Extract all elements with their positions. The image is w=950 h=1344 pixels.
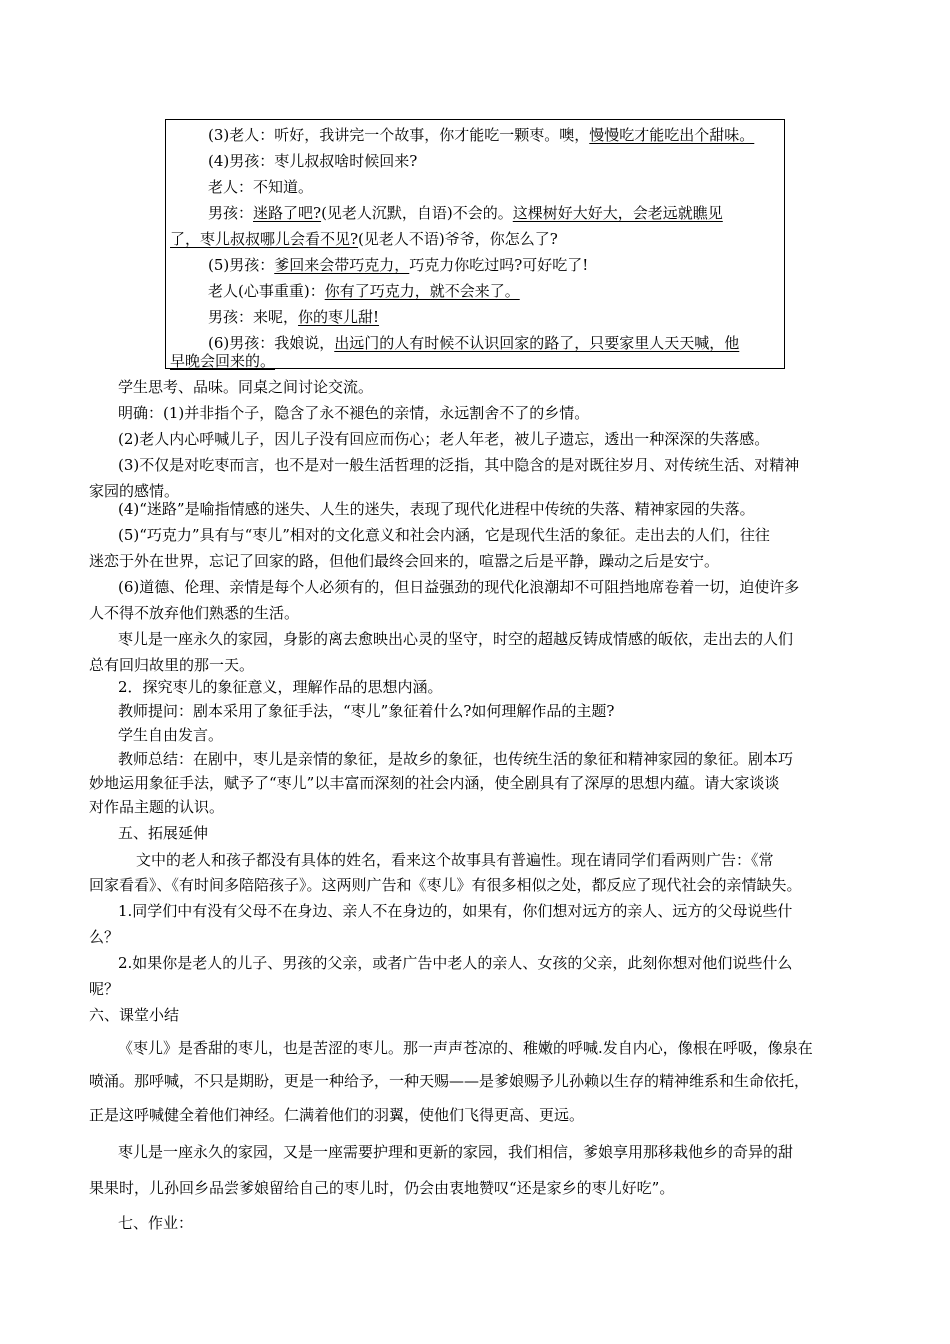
body-line: 文中的老人和孩子都没有具体的姓名，看来这个故事具有普遍性。现在请同学们看两则广告：《常 — [136, 851, 774, 869]
body-line: 学生自由发言。 — [118, 726, 224, 744]
box-line — [208, 203, 723, 223]
box-line — [208, 307, 379, 327]
box-line — [170, 229, 558, 249]
body-line: 学生思考、品味。同桌之间讨论交流。 — [118, 378, 374, 396]
body-line: 枣儿是一座永久的家园，又是一座需要护理和更新的家园，我们相信，爹娘享用那移栽他乡的奇异的甜 — [118, 1143, 794, 1161]
body-line: (6)道德、伦理、亲情是每个人必须有的，但日益强劲的现代化浪潮却不可阻挡地席卷着一切，迫使许多 — [118, 578, 800, 596]
body-line: 么？ — [89, 928, 120, 946]
section-heading: 五、拓展延伸 — [118, 824, 209, 842]
body-line: 明确：(1)并非指个子，隐含了永不褪色的亲情，永远割舍不了的乡情。 — [118, 404, 590, 422]
box-line — [208, 255, 588, 275]
body-line: 人不得不放弃他们熟悉的生活。 — [89, 604, 300, 622]
dialogue-text: 男孩：来呢， — [208, 308, 299, 326]
body-line: 果果时，儿孙回乡品尝爹娘留给自己的枣儿时，仍会由衷地赞叹“还是家乡的枣儿好吃”。 — [89, 1179, 675, 1197]
underlined-text: 迷路了吧? — [253, 204, 322, 222]
box-line — [208, 333, 739, 353]
body-line: 2.如果你是老人的儿子、男孩的父亲，或者广告中老人的亲人、女孩的父亲，此刻你想对他们说些什么 — [118, 954, 793, 972]
dialogue-text: (见老人沉默，自语)不会的。 — [321, 204, 513, 222]
body-line: 教师提问：剧本采用了象征手法，“枣儿”象征着什么?如何理解作品的主题? — [118, 702, 615, 720]
body-line: (2)老人内心呼喊儿子，因儿子没有回应而伤心；老人年老，被儿子遗忘，透出一种深深的失落感。 — [118, 430, 770, 448]
body-line: 回家看看》、《有时间多陪陪孩子》。这两则广告和《枣儿》有很多相似之处，都反应了现代社会的亲情缺失。 — [89, 876, 802, 894]
body-line: 喷涌。那呼喊，不只是期盼，更是一种给予，一种天赐——是爹娘赐予儿孙赖以生存的精神维系和生命依托， — [89, 1072, 810, 1090]
body-line: 1.同学们中有没有父母不在身边、亲人不在身边的，如果有，你们想对远方的亲人、远方的父母说些什 — [118, 902, 793, 920]
box-line — [208, 177, 313, 197]
box-line — [208, 281, 520, 301]
box-line — [208, 125, 754, 145]
body-line: (4)“迷路”是喻指情感的迷失、人生的迷失，表现了现代化进程中传统的失落、精神家园的失落。 — [118, 500, 755, 518]
dialogue-text: 老人(心事重重)： — [208, 282, 325, 300]
body-line: 家园的感情。 — [89, 482, 180, 500]
body-line: 迷恋于外在世界，忘记了回家的路，但他们最终会回来的，喧嚣之后是平静，躁动之后是安宁。 — [89, 552, 720, 570]
dialogue-text: (见老人不语)爷爷，你怎么了? — [358, 230, 558, 248]
underlined-text: 这棵树好大好大，会老远就瞧见 — [512, 204, 723, 222]
dialogue-text: (6)男孩：我娘说， — [208, 334, 335, 352]
section-heading: 2．探究枣儿的象征意义，理解作品的思想内涵。 — [118, 678, 443, 696]
dialogue-text: 老人：不知道。 — [208, 178, 314, 196]
body-line: (5)“巧克力”具有与“枣儿”相对的文化意义和社会内涵，它是现代生活的象征。走出去的人们，往往 — [118, 526, 770, 544]
dialogue-text: 男孩： — [208, 204, 254, 222]
body-line: 总有回归故里的那一天。 — [89, 656, 255, 674]
underlined-text: 慢慢吃才能吃出个甜味。 — [589, 126, 755, 144]
section-heading: 七、作业： — [118, 1214, 194, 1232]
underlined-text: 你的枣儿甜! — [298, 308, 380, 326]
box-line — [208, 151, 417, 171]
body-line: 教师总结：在剧中，枣儿是亲情的象征，是故乡的象征，也传统生活的象征和精神家园的象征。剧本巧 — [118, 750, 794, 768]
dialogue-text: (3)老人：听好，我讲完一个故事，你才能吃一颗枣。噢， — [208, 126, 590, 144]
body-line: 正是这呼喊健全着他们神经。仁满着他们的羽翼，使他们飞得更高、更远。 — [89, 1106, 585, 1124]
body-line: (3)不仅是对吃枣而言，也不是对一般生活哲理的泛指，其中隐含的是对既往岁月、对传统生活、对精神 — [118, 456, 800, 474]
dialogue-text: (5)男孩： — [208, 256, 275, 274]
underlined-text: 早晚会回来的。 — [170, 352, 276, 370]
body-line: 呢？ — [89, 980, 120, 998]
body-line: 对作品主题的认识。 — [89, 798, 225, 816]
underlined-text: 了，枣儿叔叔哪儿会看不见? — [170, 230, 359, 248]
body-line: 妙地运用象征手法，赋予了“枣儿”以丰富而深刻的社会内涵，使全剧具有了深厚的思想内蕴。请大家谈谈 — [89, 774, 780, 792]
body-line: 《枣儿》是香甜的枣儿，也是苦涩的枣儿。那一声声苍凉的、稚嫩的呼喊.发自内心，像根在呼吸，像泉在 — [118, 1039, 813, 1057]
dialogue-text: 巧克力你吃过吗?可好吃了! — [409, 256, 589, 274]
body-line: 枣儿是一座永久的家园，身影的离去愈映出心灵的坚守，时空的超越反铸成情感的皈依，走出去的人们 — [118, 630, 794, 648]
underlined-text: 你有了巧克力，就不会来了。 — [324, 282, 520, 300]
dialogue-text: (4)男孩：枣儿叔叔啥时候回来? — [208, 152, 418, 170]
box-line — [170, 351, 275, 371]
underlined-text: 爹回来会带巧克力， — [274, 256, 410, 274]
underlined-text: 出远门的人有时候不认识回家的路了，只要家里人天天喊，他 — [334, 334, 740, 352]
section-heading: 六、课堂小结 — [89, 1006, 180, 1024]
